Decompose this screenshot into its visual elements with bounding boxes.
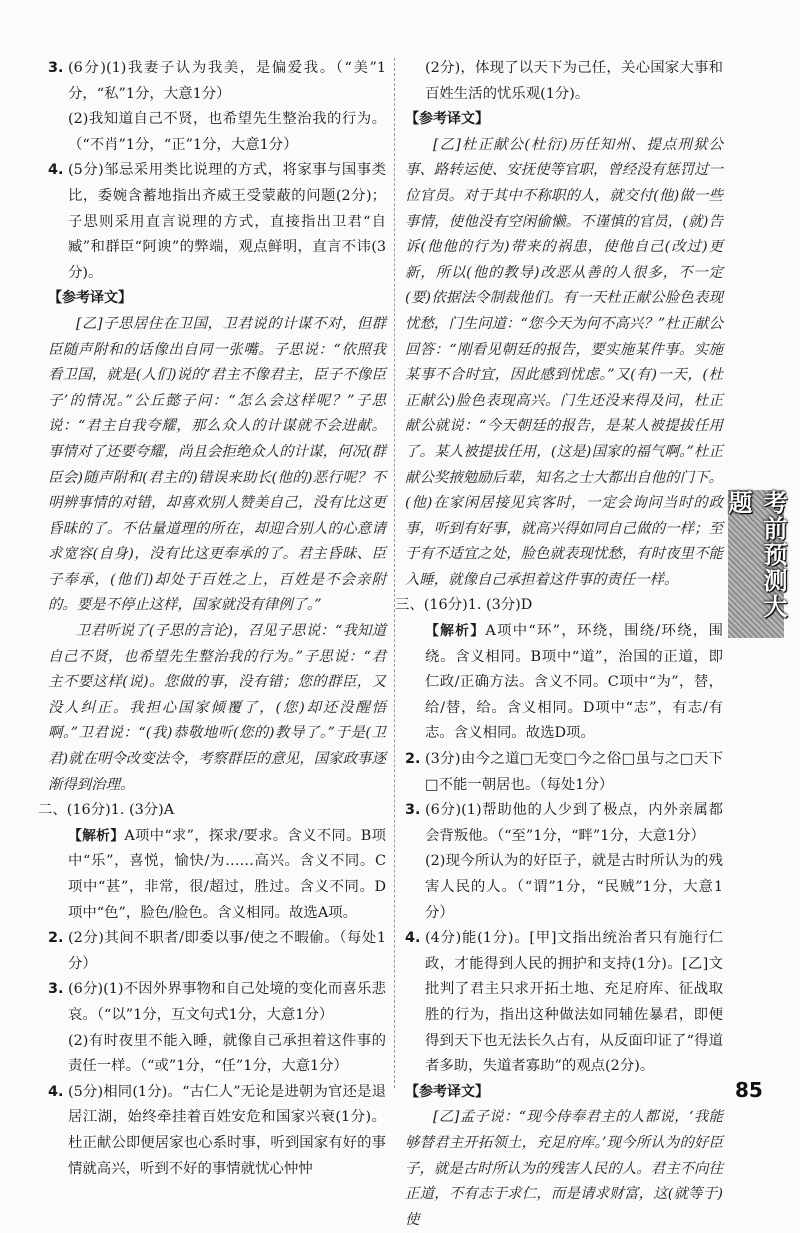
- column-divider: [394, 58, 395, 1088]
- section-side-tab: [724, 490, 787, 638]
- answer-item: [405, 798, 723, 849]
- item-number: 3.: [405, 802, 421, 819]
- item-text: (4分)能(1分)。[甲]文指出统治者只有施行仁政，才能得到人民的拥护和支持(1分)。[乙]文批判了君主只求开拓土地、充足府库、征战取胜的行为，指出这种做法如同辅佐暴君，即便得到天下也无法长久占有，从反面印证了“得道者多助，失道者寡助”的观点(2分)。: [425, 930, 723, 1075]
- item-text: (6分)(1)不因外界事物和自己处境的变化而喜乐悲哀。（“以”1分，互文句式1分，大意1分）: [68, 981, 386, 1023]
- item-text: (2)我知道自己不贤，也希望先生整治我的行为。（“不肖”1分，“正”1分，大意1分）: [68, 111, 386, 153]
- answer-item: [405, 926, 723, 1080]
- left-column: [38, 56, 387, 1182]
- answer-continuation: [48, 824, 386, 926]
- item-number: 4.: [48, 162, 64, 179]
- item-text: (2分)，体现了以天下为己任，关心国家大事和百姓生活的忧乐观(1分)。: [425, 60, 723, 102]
- section-heading: 三、(16分)1. (3分)D: [395, 597, 533, 614]
- item-text: (6分)(1)帮助他的人少到了极点，内外亲属都会背叛他。（“至”1分，“畔”1分，大意1分）: [425, 802, 723, 844]
- item-number: 3.: [48, 981, 64, 998]
- item-text: (2分)其间不职者/即委以事/使之不暇偷。（每处1分）: [68, 930, 386, 972]
- translation-paragraph: [乙]子思居住在卫国，卫君说的计谋不对，但群臣随声附和的话像出自同一张嘴。子思说：“依照我看卫国，就是(人们)说的‘君主不像君主，臣子不像臣子’的情况。”公丘懿子问：“怎么会这样呢？”子思说：“君主自我夸耀，那么众人的计谋就不会进献。事情对了还要夸耀，尚且会拒绝众人的计谋，何况(群臣会)随声附和(君主的)错误来助长(他的)恶行呢？不明辨事情的对错，却喜欢别人赞美自己，没有比这更昏昧的了。不估量道理的所在，却迎合别人的心意请求宽容(自身)，没有比这更奉承的了。君主昏昧、臣子奉承，(他们)却处于百姓之上，百姓是不会亲附的。要是不停止这样，国家就没有律例了。”: [48, 315, 386, 614]
- item-number: 2.: [405, 751, 421, 768]
- answer-continuation: [48, 1029, 386, 1080]
- item-number: 3.: [48, 60, 64, 76]
- analysis-tag: 【解析】: [68, 827, 125, 844]
- item-text: (6分)(1)我妻子认为我美，是偏爱我。（“美”1分，“私”1分，大意1分）: [68, 60, 386, 102]
- answer-continuation: [405, 619, 723, 747]
- item-text: A项中“求”，探求/要求。含义不同。B项中“乐”，喜悦，愉快/为……高兴。含义不同。C项中“甚”，非常，很/超过，胜过。含义不同。D项中“色”，脸色/脸色。含义相同。故选A项。: [68, 827, 387, 921]
- item-text: (5分)相同(1分)。“古仁人”无论是进朝为官还是退居江湖，始终牵挂着百姓安危和国家兴衰(1分)。杜正献公即便居家也心系时事，听到国家有好的事情就高兴，听到不好的事情就忧心忡忡: [68, 1083, 386, 1177]
- answer-item: [48, 977, 386, 1028]
- item-number: 4.: [48, 1083, 64, 1100]
- answer-continuation: [405, 56, 723, 107]
- answer-continuation: [405, 849, 723, 926]
- reference-translation-heading: 【参考译文】: [405, 111, 489, 128]
- side-tab-label: 考前预测大题: [724, 490, 787, 620]
- right-column: [395, 56, 723, 1233]
- answer-item: [48, 1080, 386, 1182]
- item-text: (3分)由今之道□无变□今之俗□虽与之□天下□不能一朝居也。（每处1分）: [425, 751, 723, 793]
- answer-item: [48, 158, 386, 286]
- item-number: 2.: [48, 930, 64, 947]
- item-text: (2)现今所认为的好臣子，就是古时所认为的残害人民的人。（“谓”1分，“民贼”1分，大意1分）: [425, 853, 723, 921]
- translation-paragraph: 卫君听说了(子思的言论)，召见子思说：“我知道自己不贤，也希望先生整治我的行为。”子思说：“君主不要这样(说)。您做的事，没有错；您的群臣，又没人纠正。我担心国家倾覆了，(您)却还没醒悟啊。”卫君说：“(我)恭敬地听(您的)教导了。”于是(卫君)就在明令改变法令，考察群臣的意见，国家政事逐渐得到治理。: [48, 623, 386, 793]
- analysis-tag: 【解析】: [425, 623, 486, 640]
- page-number: 85: [735, 1078, 763, 1102]
- item-text: (5分)邹忌采用类比说理的方式，将家事与国事类比，委婉含蓄地指出齐威王受蒙蔽的问题(2分)；子思则采用直言说理的方式，直接指出卫君“自臧”和群臣“阿谀”的弊端，观点鲜明，直言不讳(3分)。: [68, 162, 386, 281]
- item-number: 4.: [405, 930, 421, 947]
- section-heading: 二、(16分)1. (3分)A: [38, 802, 175, 819]
- answer-continuation: [48, 107, 386, 158]
- answer-item: [48, 56, 386, 107]
- translation-paragraph: [乙]杜正献公(杜衍)历任知州、提点刑狱公事、路转运使、安抚使等官职，曾经没有惩罚过一位官员。对于其中不称职的人，就交付(他)做一些事情，使他没有空闲偷懒。不谨慎的官员，(就)告诉(他他的行为)带来的祸患，使他自己(改过)更新，所以(他的教导)改恶从善的人很多，不一定(要)依据法令制裁他们。有一天杜正献公脸色表现忧愁，门生问道：“您今天为何不高兴？”杜正献公回答：“刚看见朝廷的报告，要实施某件事。实施某事不合时宜，因此感到忧虑。”又(有)一天，(杜正献公)脸色表现高兴。门生还没来得及问，杜正献公就说：“今天朝廷的报告，是某人被提拔任用了。某人被提拔任用，(这是)国家的福气啊。”杜正献公奖掖勉励后辈，知名之士大都出自他的门下。(他)在家闲居接见宾客时，一定会询问当时的政事，听到有好事，就高兴得如同自己做的一样；至于有不适宜之处，脸色就表现忧愁，有时夜里不能入睡，就像自己承担着这件事的责任一样。: [405, 136, 723, 588]
- item-text: (2)有时夜里不能入睡，就像自己承担着这件事的责任一样。（“或”1分，“任”1分，大意1分）: [68, 1032, 386, 1075]
- reference-translation-heading: 【参考译文】: [405, 1083, 489, 1100]
- item-text: A项中“环”，环绕，围绕/环绕，围绕。含义相同。B项中“道”，治国的正道，即仁政/正确方法。含义不同。C项中“为”，替，给/替，给。含义相同。D项中“志”，有志/有志。含义相同。故选D项。: [425, 623, 723, 742]
- translation-paragraph: [乙]孟子说：“现今侍奉君主的人都说，‘我能够替君主开拓领土，充足府库。’现今所认为的好臣子，就是古时所认为的残害人民的人。君主不向往正道，不有志于求仁，而是请求财富，这(就等于)使: [405, 1109, 723, 1228]
- answer-item: [405, 747, 723, 798]
- answer-item: [48, 926, 386, 977]
- reference-translation-heading: 【参考译文】: [48, 290, 132, 307]
